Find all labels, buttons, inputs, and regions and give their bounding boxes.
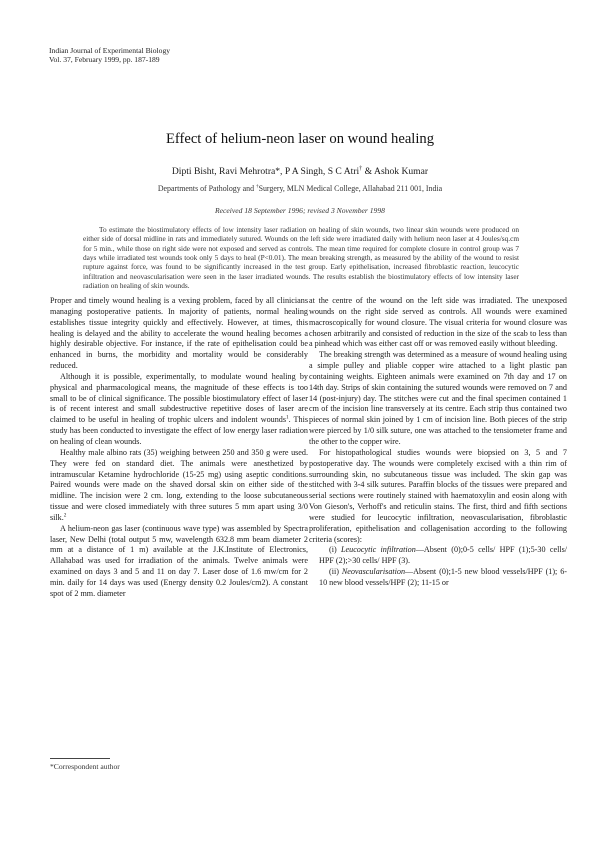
criteria-term: Neovascularisation [341, 567, 406, 577]
paragraph: A helium-neon gas laser (continuous wave type) was assembled by Spectra laser, New Delhi (total output 5 mw, wavelength 632.8 mm beam diameter 2 mm at a distance of 1 m) available at the J.K.Institute of Electronics, Allahabad was used for irradiation of the animals. Twelve animals were examined on days 3 and 5 and 11 on day 7. Laser dose of 1.6 mw/cm for 2 min. daily for 14 days was used (Energy density 0.2 Joules/cm2). A constant spot of 2 mm. diameter [50, 523, 308, 598]
footnote: *Correspondent author [50, 762, 120, 771]
journal-volume: Vol. 37, February 1999, pp. 187-189 [49, 55, 160, 64]
author-affiliation-marker: † [359, 164, 363, 172]
body-column-right [309, 296, 567, 589]
paragraph: Proper and timely wound healing is a vexing problem, faced by all clinicians managing postoperative patients. In majority of patients, normal healing establishes tissue integrity quickly and effectively. However, at times, this healing is delayed and the ability to accelerate the wound healing becomes a highly desirable objective. For instance, if the rate of epithelisation could be enhanced in burns, the morbidity and mortality would be considerably reduced. [50, 296, 308, 371]
criteria-text: —Absent (0);1-5 new blood vessels/HPF (1); 6-10 new blood vessels/HPF (2); 11-15 or [319, 567, 567, 587]
criteria-item [309, 567, 567, 589]
journal-name: Indian Journal of Experimental Biology [49, 46, 171, 55]
affiliation-institution: Surgery, MLN Medical College, Allahabad 211 001, India [258, 184, 443, 193]
footnote-divider [50, 758, 110, 759]
paragraph [50, 448, 308, 524]
criteria-text: —Absent (0);0-5 cells/ HPF (1);5-30 cells/ HPF (2);>30 cells/ HPF (3). [319, 545, 568, 566]
paragraph: The breaking strength was determined as a measure of wound healing using a simple pulley and pliable copper wire attached to a light plastic pan containing weights. Eighteen animals were examined on 7th day and 17 on 14th day. Strips of skin containing the sutured wounds were removed on 7 and 14 (post-injury) day. The stitches were cut and the final specimen contained 1 cm of the incision line transversely at its centre. Each strip thus contained two pieces of normal skin joined by 1 cm of incision line. Both pieces of the strip were pierced by 1/0 silk suture, one was attached to the tensiometer frame and the other to the copper wire. [309, 350, 567, 446]
author-list [0, 166, 600, 177]
abstract: To estimate the biostimulatory effects of low intensity laser radiation on healing of skin wounds, two linear skin wounds were produced on either side of dorsal midline in rats and immediately sutured. Wounds on the left side were irradiated daily with helium neon laser at 4 Joules/sq.cm for 5 min., while those on right side were not exposed and served as controls. The mean time required for complete closure in control group was 7 days while irradiated test wounds took only 5 days to heal (P<0.01). The mean breaking strength, as measured by the ability of the wound to resist rupture against force, was found to be significantly increased in the test group. Early epithelisation, increased fibroblastic reaction, leucocytic infiltration and neovascularisation were seen in the laser irradiated wounds. The results establish the biostimulatory effects of low intensity laser radiation on healing of skin wounds. [83, 225, 519, 291]
paragraph-text: . This study has been conducted to investigate the effect of low energy laser radiation on healing of clean wounds. [50, 415, 308, 446]
affiliation [0, 184, 600, 193]
journal-citation [49, 46, 170, 64]
body-column-left [50, 296, 308, 600]
author-names-last: & Ashok Kumar [362, 166, 429, 177]
article-title: Effect of helium-neon laser on wound healing [165, 131, 434, 147]
criteria-number: (ii) [329, 567, 342, 577]
paragraph: at the centre of the wound on the left side was irradiated. The unexposed wounds on the right side served as controls. All wounds were examined macroscopically for wound closure. The visual criteria for wound closure was chosen arbitrarily and consisted of reduction in the size of the scab to less than a pinhead which was either cast off or was removed easily without bleeding. [309, 296, 567, 349]
reference-marker: 1 [285, 414, 289, 421]
criteria-term: Leucocytic infiltration [341, 545, 416, 555]
criteria-number: (i) [329, 545, 342, 555]
received-dates: Received 18 September 1996; revised 3 November 1998 [215, 206, 385, 215]
paragraph: For histopathological studies wounds were biopsied on 3, 5 and 7 postoperative day. The wounds were completely excised with a thin rim of surrounding skin, no subcutaneous tissue was included. The skin gap was stitched with 3-4 silk sutures. Paraffin blocks of the tissues were prepared and serial sections were routinely stained with haematoxylin and eosin along with Von Gieson's, Verhoff's and reticulin stains. The first, third and fifth sections were studied for leucocytic infiltration, neovascularisation, fibroblastic proliferation, epithelisation and collagenisation according to the following criteria (scores): [309, 447, 567, 544]
affiliation-prefix: Departments of Pathology and [157, 184, 257, 193]
author-names: Dipti Bisht, Ravi Mehrotra*, P A Singh, S C Atri [171, 166, 360, 177]
paragraph [50, 372, 308, 448]
paragraph-text: Healthy male albino rats (35) weighing between 250 and 350 g were used. They were fed on standard diet. The animals were anesthetized by intramuscular Ketamine hydrochloride (15-25 mg) using aseptic conditions. Paired wounds were made on the shaved dorsal skin on either side of the midline. The incision were 2 cm. long, extending to the loose subcutaneous tissue and were closed immediately with three sutures 5 mm apart using 3/0 silk. [50, 447, 308, 522]
affiliation-marker: † [256, 183, 259, 190]
reference-marker: 2 [63, 512, 67, 519]
paragraph-text: Although it is possible, experimentally, to modulate wound healing by physical and pharmacological means, the magnitude of these effects is too small to be of clinical significance. The possible biostimulatory effect of laser is of recent interest and small subdestructive repetitive doses of laser are claimed to be useful in healing of trophic ulcers and indolent wounds [50, 371, 308, 425]
criteria-item [309, 545, 567, 567]
